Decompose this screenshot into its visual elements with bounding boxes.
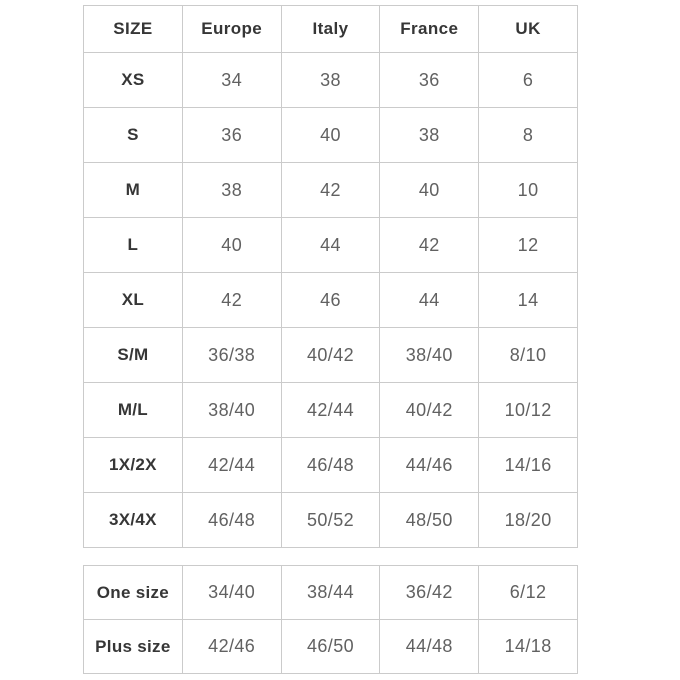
- table-cell: 44/46: [380, 438, 479, 493]
- table-cell: 12: [479, 218, 578, 273]
- table-row-s: [84, 108, 578, 163]
- row-label: S: [84, 108, 183, 163]
- table-row-xl: [84, 273, 578, 328]
- table-cell: 36/38: [182, 328, 281, 383]
- table-cell: 42/46: [182, 620, 281, 674]
- row-label: XL: [84, 273, 183, 328]
- table-cell: 38/40: [380, 328, 479, 383]
- table-cell: 38: [380, 108, 479, 163]
- special-sizes-table: [83, 565, 578, 674]
- table-cell: 38/40: [182, 383, 281, 438]
- table-cell: 40/42: [380, 383, 479, 438]
- row-label: M: [84, 163, 183, 218]
- row-label: Plus size: [84, 620, 183, 674]
- table-cell: 36: [380, 53, 479, 108]
- table-row-3x4x: [84, 493, 578, 548]
- table-cell: 42/44: [182, 438, 281, 493]
- table-cell: 8: [479, 108, 578, 163]
- table-row-sm: [84, 328, 578, 383]
- table-cell: 34: [182, 53, 281, 108]
- table-row-m: [84, 163, 578, 218]
- table-cell: 40/42: [281, 328, 380, 383]
- row-label: 3X/4X: [84, 493, 183, 548]
- header-europe: Europe: [182, 6, 281, 53]
- row-label: XS: [84, 53, 183, 108]
- table-cell: 42: [182, 273, 281, 328]
- header-italy: Italy: [281, 6, 380, 53]
- table-cell: 14/18: [479, 620, 578, 674]
- table-row-plus-size: [84, 620, 578, 674]
- table-cell: 36: [182, 108, 281, 163]
- header-size: SIZE: [84, 6, 183, 53]
- table-cell: 40: [182, 218, 281, 273]
- table-cell: 34/40: [182, 566, 281, 620]
- table-cell: 44/48: [380, 620, 479, 674]
- table-row-one-size: [84, 566, 578, 620]
- table-cell: 6: [479, 53, 578, 108]
- row-label: 1X/2X: [84, 438, 183, 493]
- table-cell: 40: [380, 163, 479, 218]
- table-cell: 10: [479, 163, 578, 218]
- table-cell: 38/44: [281, 566, 380, 620]
- table-cell: 8/10: [479, 328, 578, 383]
- table-cell: 42: [281, 163, 380, 218]
- table-cell: 50/52: [281, 493, 380, 548]
- table-cell: 18/20: [479, 493, 578, 548]
- table-cell: 10/12: [479, 383, 578, 438]
- table-row-ml: [84, 383, 578, 438]
- table-cell: 42/44: [281, 383, 380, 438]
- table-cell: 38: [281, 53, 380, 108]
- table-cell: 46: [281, 273, 380, 328]
- table-cell: 14/16: [479, 438, 578, 493]
- row-label: M/L: [84, 383, 183, 438]
- table-cell: 44: [281, 218, 380, 273]
- table-cell: 36/42: [380, 566, 479, 620]
- table-cell: 14: [479, 273, 578, 328]
- table-cell: 44: [380, 273, 479, 328]
- table-row-l: [84, 218, 578, 273]
- table-header-row: [84, 6, 578, 53]
- row-label: One size: [84, 566, 183, 620]
- header-uk: UK: [479, 6, 578, 53]
- table-cell: 38: [182, 163, 281, 218]
- table-cell: 46/48: [281, 438, 380, 493]
- table-cell: 46/50: [281, 620, 380, 674]
- table-cell: 46/48: [182, 493, 281, 548]
- table-cell: 40: [281, 108, 380, 163]
- header-france: France: [380, 6, 479, 53]
- table-row-xs: [84, 53, 578, 108]
- table-cell: 6/12: [479, 566, 578, 620]
- row-label: S/M: [84, 328, 183, 383]
- table-cell: 48/50: [380, 493, 479, 548]
- table-row-1x2x: [84, 438, 578, 493]
- table-cell: 42: [380, 218, 479, 273]
- size-conversion-table: [83, 5, 578, 548]
- row-label: L: [84, 218, 183, 273]
